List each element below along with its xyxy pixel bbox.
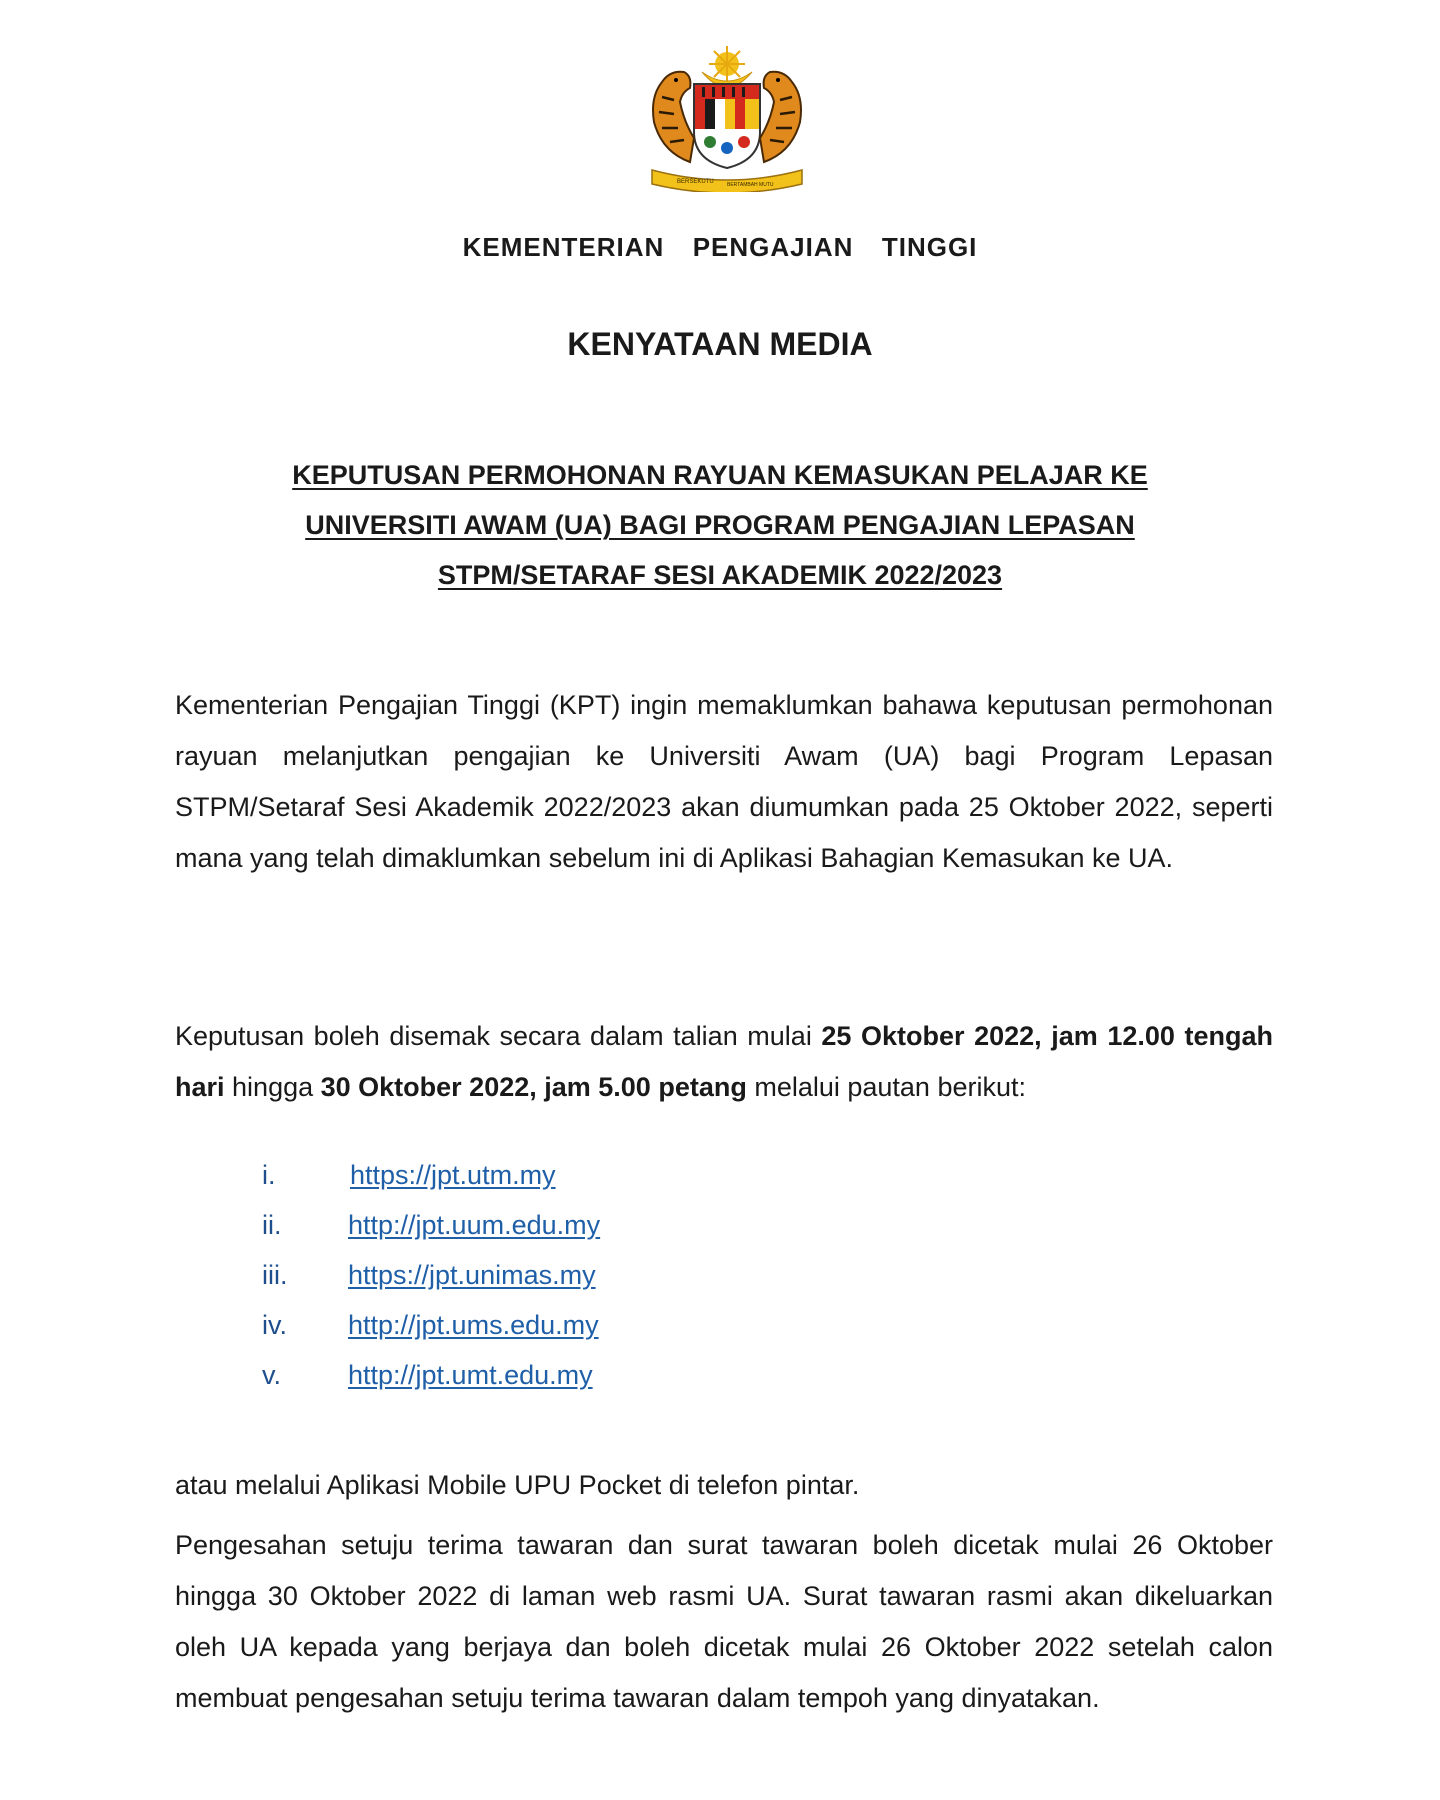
end-datetime: 30 Oktober 2022, jam 5.00 petang [320,1072,747,1102]
crest-motto-right: BERTAMBAH MUTU [727,182,774,188]
list-item [262,1260,862,1310]
paragraph-check-results-part-2: hingga [224,1072,321,1102]
headline-line-2: UNIVERSITI AWAM (UA) BAGI PROGRAM PENGAJIAN LEPASAN [305,510,1135,540]
paragraph-check-results-part-1: Keputusan boleh disemak secara dalam talian mulai [175,1021,822,1051]
ministry-name: KEMENTERIAN PENGAJIAN TINGGI [462,232,978,262]
headline-line-3: STPM/SETARAF SESI AKADEMIK 2022/2023 [437,560,1003,590]
left-tiger-icon [653,72,694,162]
statement-headline [220,450,1220,600]
list-item-number: iv. [262,1310,287,1340]
list-item [262,1360,862,1410]
headline-line-1: KEPUTUSAN PERMOHONAN RAYUAN KEMASUKAN PELAJAR KE [292,460,1148,490]
list-item [262,1160,862,1210]
list-item-number: i. [262,1160,276,1190]
list-item-number: iii. [262,1260,288,1290]
crest-motto-left: BERSEKUTU [677,179,714,185]
paragraph-offer-confirmation: Pengesahan setuju terima tawaran dan surat tawaran boleh dicetak mulai 26 Oktober hingga 30 Oktober 2022 di laman web rasmi UA. Surat tawaran rasmi akan dikeluarkan oleh UA kepada yang berjaya dan boleh dicetak mulai 26 Oktober 2022 setelah calon membuat pengesahan setuju terima tawaran dalam tempoh yang dinyatakan. [175,1530,1273,1713]
paragraph-mobile-app: atau melalui Aplikasi Mobile UPU Pocket di telefon pintar. [175,1470,860,1500]
paragraph-check-results-part-3: melalui pautan berikut: [746,1072,1026,1102]
link-jpt-uum[interactable]: http://jpt.uum.edu.my [348,1210,601,1240]
motto-scroll-icon [652,170,802,192]
link-jpt-ums[interactable]: http://jpt.ums.edu.my [348,1310,599,1340]
list-item [262,1210,862,1260]
link-jpt-umt[interactable]: http://jpt.umt.edu.my [348,1360,593,1390]
malaysia-coat-of-arms-icon [632,42,822,192]
list-item [262,1310,862,1360]
paragraph-check-results [175,1011,1273,1113]
start-datetime: 25 Oktober 2022, jam 12.00 tengah hari [175,1021,1273,1102]
link-jpt-unimas[interactable]: https://jpt.unimas.my [348,1260,596,1290]
document-type-title: KENYATAAN MEDIA [567,326,873,362]
list-item-number: v. [262,1360,281,1390]
result-links-list [262,1160,862,1410]
shield-icon [694,84,760,168]
star-icon [709,46,745,82]
right-tiger-icon [760,72,801,162]
link-jpt-utm[interactable]: https://jpt.utm.my [350,1160,556,1190]
list-item-number: ii. [262,1210,282,1240]
paragraph-announcement: Kementerian Pengajian Tinggi (KPT) ingin memaklumkan bahawa keputusan permohonan rayuan melanjutkan pengajian ke Universiti Awam (UA) bagi Program Lepasan STPM/Setaraf Sesi Akademik 2022/2023 akan diumumkan pada 25 Oktober 2022, seperti mana yang telah dimaklumkan sebelum ini di Aplikasi Bahagian Kemasukan ke UA. [175,690,1273,873]
